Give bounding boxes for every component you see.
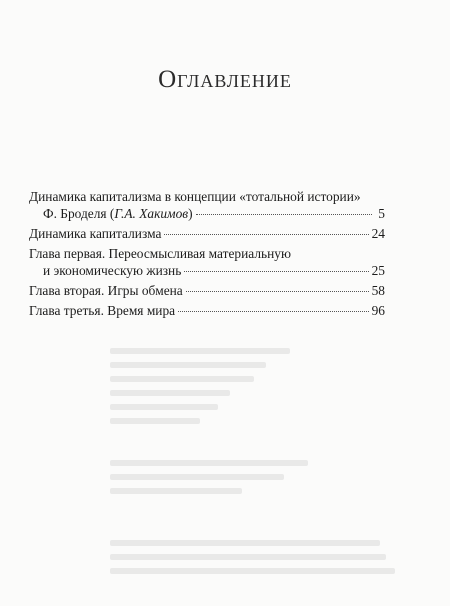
dot-leader — [196, 214, 372, 215]
toc-entry-line — [29, 205, 385, 222]
toc-entry[interactable] — [29, 302, 385, 319]
toc-page-number: 58 — [371, 283, 385, 298]
toc-entry-line — [29, 302, 385, 319]
table-of-contents — [29, 188, 385, 322]
toc-entry[interactable] — [29, 225, 385, 242]
toc-entry-title: Глава первая. Переосмысливая материальную — [29, 246, 291, 261]
toc-entry-title: Динамика капитализма — [29, 226, 162, 241]
toc-page-number: 24 — [371, 226, 385, 241]
toc-page-number: 25 — [371, 263, 385, 278]
bleed-through-texture — [110, 340, 410, 600]
toc-entry-title: Глава третья. Время мира — [29, 303, 176, 318]
toc-entry-title: и экономическую жизнь — [43, 263, 182, 278]
toc-page-number: 96 — [371, 303, 385, 318]
toc-entry[interactable] — [29, 245, 385, 279]
toc-entry-line — [29, 225, 385, 242]
toc-entry-title: Ф. Броделя ( — [43, 206, 115, 221]
toc-entry-line — [29, 262, 385, 279]
toc-entry-line — [29, 282, 385, 299]
toc-entry-author: Г.А. Хакимов — [114, 206, 189, 221]
toc-entry[interactable] — [29, 282, 385, 299]
dot-leader — [164, 234, 368, 235]
toc-page-number: 5 — [378, 206, 385, 221]
toc-entry-title: Динамика капитализма в концепции «тотальной истории» — [29, 189, 361, 204]
toc-entry-line — [29, 188, 385, 205]
dot-leader — [184, 271, 368, 272]
toc-entry-title: ) — [188, 206, 193, 221]
page-title: Оглавление — [158, 66, 292, 93]
toc-entry-line — [29, 245, 385, 262]
toc-entry-title: Глава вторая. Игры обмена — [29, 283, 183, 298]
dot-leader — [178, 311, 369, 312]
dot-leader — [186, 291, 369, 292]
toc-entry[interactable] — [29, 188, 385, 222]
